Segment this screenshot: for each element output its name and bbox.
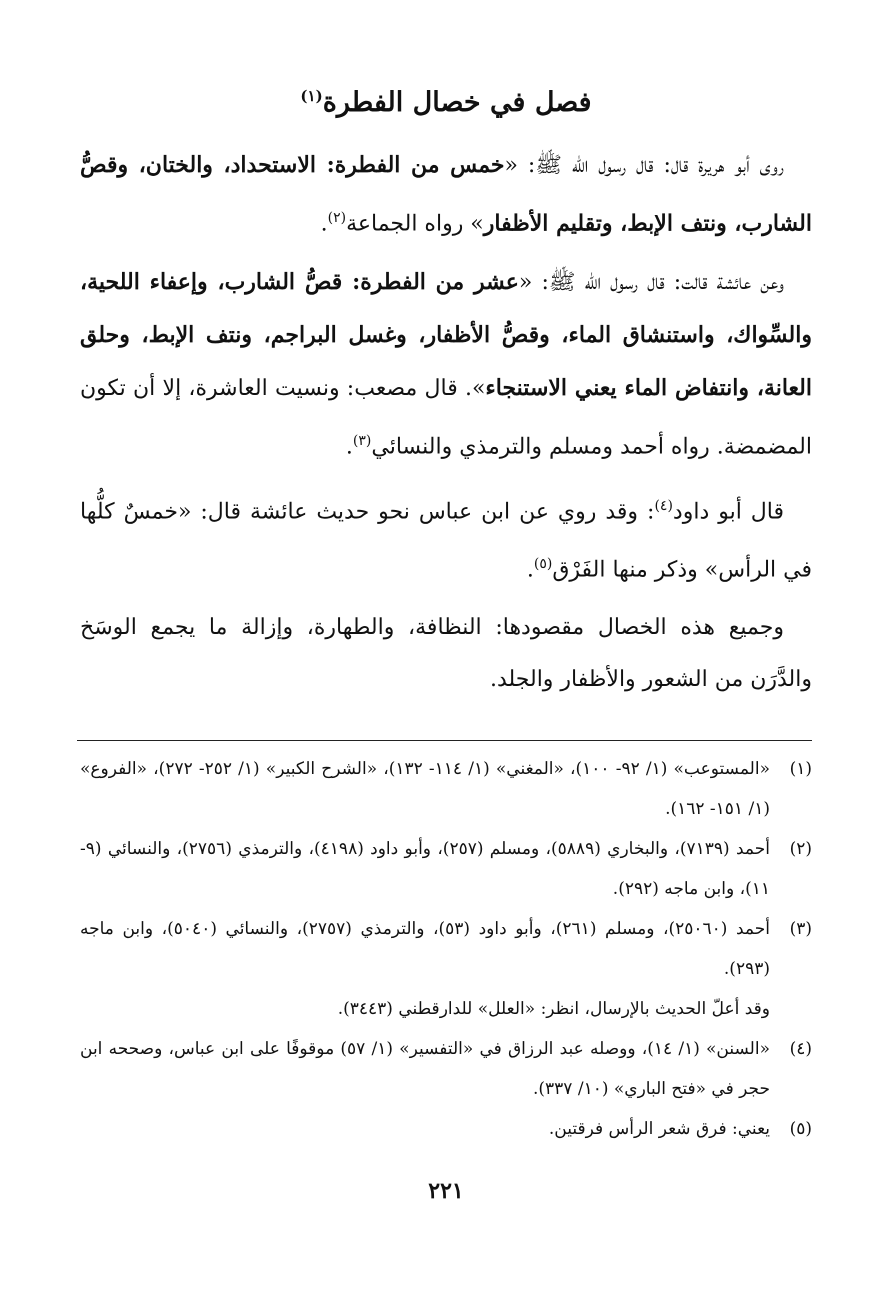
footnote-2: [80, 829, 812, 909]
footnotes: [80, 749, 812, 1149]
hadith-quote-2: عشر من الفطرة: قصُّ الشارب، وإعفاء اللحية، والسِّواك، واستنشاق الماء، وقصُّ الأظفار، وغسل البراجم، ونتف الإبط، وحلق العانة، وانتفاض الماء يعني الاستنجاء: [80, 269, 812, 402]
footnote-text: أحمد (٢٥٠٦٠)، ومسلم (٢٦١)، وأبو داود (٥٣)، والترمذي (٢٧٥٧)، والنسائي (٥٠٤٠)، وابن ماجه (٢٩٣).: [80, 919, 770, 980]
footnote-ref-3: (٣): [352, 433, 372, 450]
footnote-number: (٤): [789, 1039, 812, 1060]
footnote-ref-4: (٤): [654, 497, 673, 514]
main-text: [80, 139, 812, 706]
footnote-number: (٥): [789, 1119, 812, 1140]
footnote-text: وقد أعلّ الحديث بالإرسال، انظر: «العلل» للدارقطني (٣٤٤٣).: [337, 999, 770, 1020]
page-number: ٢٢١: [428, 1178, 464, 1204]
footnote-number: (٣): [789, 919, 812, 940]
footnote-text: أحمد (٧١٣٩)، والبخاري (٥٨٨٩)، ومسلم (٢٥٧)، وأبو داود (٤١٩٨)، والترمذي (٢٧٥٦)، والنسائي (٩- ١١)، وابن ماجه (٢٩٢).: [80, 839, 770, 900]
title-footnote-ref: (١): [300, 87, 323, 105]
footnote-number: (١): [789, 759, 812, 780]
footnote-separator: [77, 740, 812, 741]
footnote-4: [80, 1029, 812, 1109]
footnote-ref-5: (٥): [533, 555, 553, 572]
section-title: [80, 70, 812, 129]
footnote-5: [80, 1109, 812, 1149]
footnote-text: «السنن» (١/ ١٤)، ووصله عبد الرزاق في «التفسير» (١/ ٥٧) موقوفًا على ابن عباس، وصححه ابن حجر في «فتح الباري» (١٠/ ٣٣٧).: [80, 1039, 770, 1100]
paragraph-1: روى أبو هريرة قال: قال رسول الله ﷺ: «خمس من الفطرة: الاستحداد، والختان، وقصُّ الشارب، ونتف الإبط، وتقليم الأظفار» رواه الجماعة$^{(٢)}$.: [80, 152, 812, 237]
footnote-number: (٢): [789, 839, 812, 860]
footnote-text: «المستوعب» (١/ ٩٢- ١٠٠)، «المغني» (١/ ١١٤- ١٣٢)، «الشرح الكبير» (١/ ٢٥٢- ٢٧٢)، «الفروع» (١/ ١٥١- ١٦٢).: [80, 759, 770, 820]
footnote-3: [80, 909, 812, 1029]
paragraph-3: قال أبو داود$^{(٤)}$: وقد روي عن ابن عباس نحو حديث عائشة قال: «خمسٌ كلُّها في الرأس» وذكر منها الفَرْق$^{(٥)}$.: [80, 497, 812, 583]
footnote-ref-2: (٢): [327, 210, 347, 226]
footnote-1: [80, 749, 812, 829]
footnote-text: يعني: فرق شعر الرأس فرقتين.: [548, 1119, 770, 1140]
hadith-quote-1: خمس من الفطرة: الاستحداد، والختان، وقصُّ الشارب، ونتف الإبط، وتقليم الأظفار: [80, 152, 812, 237]
paragraph-4: وجميع هذه الخصال مقصودها: النظافة، والطهارة، وإزالة ما يجمع الوسَخ والدَّرَن من الشعور والأظفار والجلد.: [80, 615, 812, 693]
section-title-text: فصل في خصال الفطرة: [322, 87, 592, 118]
paragraph-2: وعن عائشة قالت: قال رسول الله ﷺ: «عشر من الفطرة: قصُّ الشارب، وإعفاء اللحية، والسِّواك، واستنشاق الماء، وقصُّ الأظفار، وغسل البراجم، ونتف الإبط، وحلق العانة، وانتفاض الماء يعني الاستنجاء». قال مصعب: ونسيت العاشرة، إلا أن تكون المضمضة. رواه أحمد ومسلم والترمذي والنسائي$^{(٣)}$.: [80, 269, 812, 460]
